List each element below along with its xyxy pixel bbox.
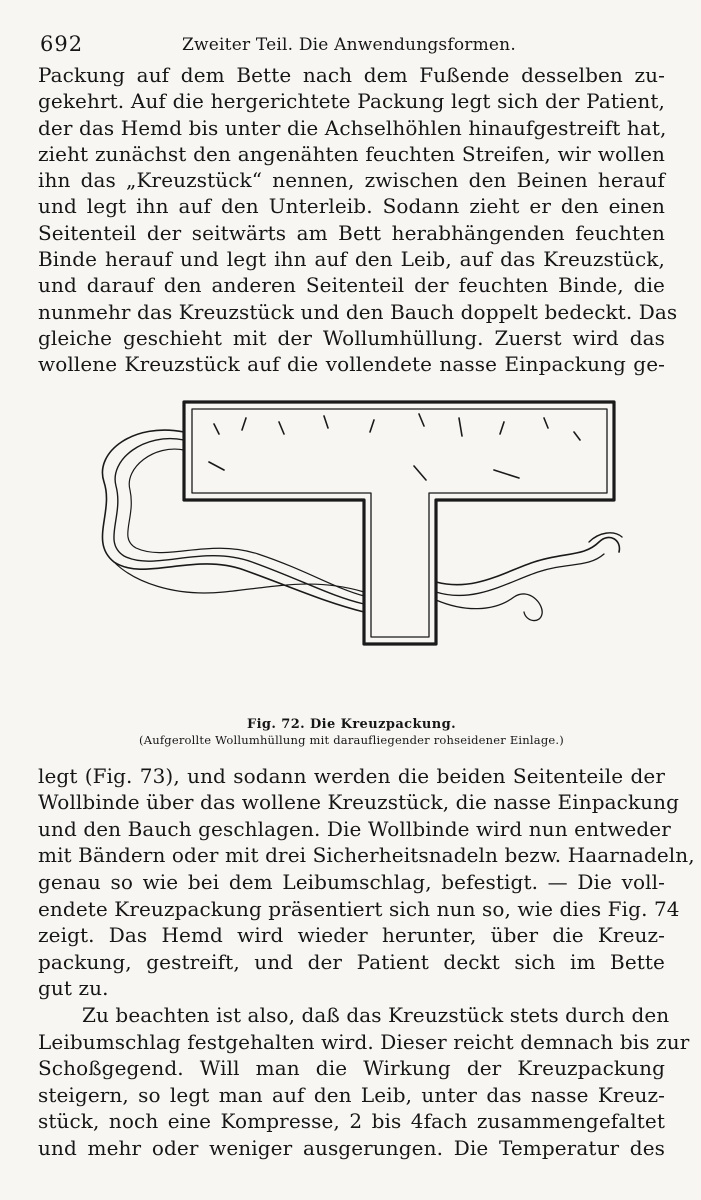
text-line: Packung auf dem Bette nach dem Fußende desselben zu- — [38, 63, 665, 87]
body-text-bottom — [38, 763, 695, 1162]
text-line: steigern, so legt man auf den Leib, unter das nasse Kreuz- — [38, 1082, 665, 1107]
figure-caption: Fig. 72. Die Kreuzpackung. — [246, 716, 457, 732]
text-line: genau so wie bei dem Leibumschlag, befestigt. — Die voll- — [38, 869, 665, 894]
text-line: Zu beachten ist also, daß das Kreuzstück stets durch den — [82, 1002, 670, 1027]
text-line: und den Bauch geschlagen. Die Wollbinde wird nun entweder — [38, 816, 671, 841]
page-number: 692 — [40, 32, 84, 56]
running-title: Zweiter Teil. Die Anwendungsformen. — [182, 35, 516, 55]
text-line: zeigt. Das Hemd wird wieder herunter, über die Kreuz- — [38, 923, 665, 948]
text-line: legt (Fig. 73), und sodann werden die beiden Seitenteile der — [38, 763, 665, 788]
text-line: und mehr oder weniger ausgerungen. Die Temperatur des — [38, 1135, 665, 1160]
text-line: mit Bändern oder mit drei Sicherheitsnadeln bezw. Haarnadeln, — [38, 843, 695, 868]
text-line: gleiche geschieht mit der Wollumhüllung. Zuerst wird das — [38, 325, 665, 350]
text-line: ihn das „Kreuzstück“ nennen, zwischen den Beinen herauf — [38, 168, 665, 193]
text-line: Wollbinde über das wollene Kreuzstück, die nasse Einpackung — [38, 790, 680, 815]
text-line: Schoßgegend. Will man die Wirkung der Kreuzpackung — [38, 1056, 665, 1081]
text-line: zieht zunächst den angenähten feuchten Streifen, wir wollen — [38, 141, 665, 166]
text-line: stück, noch eine Kompresse, 2 bis 4fach zusammengefaltet — [38, 1109, 665, 1134]
text-line: gut zu. — [38, 976, 109, 1001]
running-head — [38, 28, 665, 62]
text-line: und darauf den anderen Seitenteil der feuchten Binde, die — [38, 273, 665, 298]
text-line: Seitenteil der seitwärts am Bett herabhängenden feuchten — [38, 220, 665, 245]
text-line: Binde herauf und legt ihn auf den Leib, auf das Kreuzstück, — [38, 247, 665, 272]
text-line: nunmehr das Kreuzstück und den Bauch doppelt bedeckt. Das — [38, 299, 678, 324]
text-line: gekehrt. Auf die hergerichtete Packung legt sich der Patient, — [38, 89, 665, 114]
text-line: packung, gestreift, und der Patient deckt sich im Bette — [38, 949, 665, 974]
figure-72 — [38, 392, 665, 720]
text-line: und legt ihn auf den Unterleib. Sodann zieht er den einen — [38, 194, 665, 219]
text-line: wollene Kreuzstück auf die vollendete nasse Einpackung ge- — [38, 352, 665, 377]
figure-subcaption: (Aufgerollte Wollumhüllung mit daraufliegender rohseidener Einlage.) — [139, 732, 564, 747]
t-bandage-illustration — [74, 392, 664, 682]
text-line: der das Hemd bis unter die Achselhöhlen hinaufgestreift hat, — [38, 115, 667, 140]
body-text-top — [38, 62, 678, 378]
text-line: Leibumschlag festgehalten wird. Dieser reicht demnach bis zur — [38, 1029, 690, 1054]
text-line: endete Kreuzpackung präsentiert sich nun so, wie dies Fig. 74 — [38, 896, 680, 921]
